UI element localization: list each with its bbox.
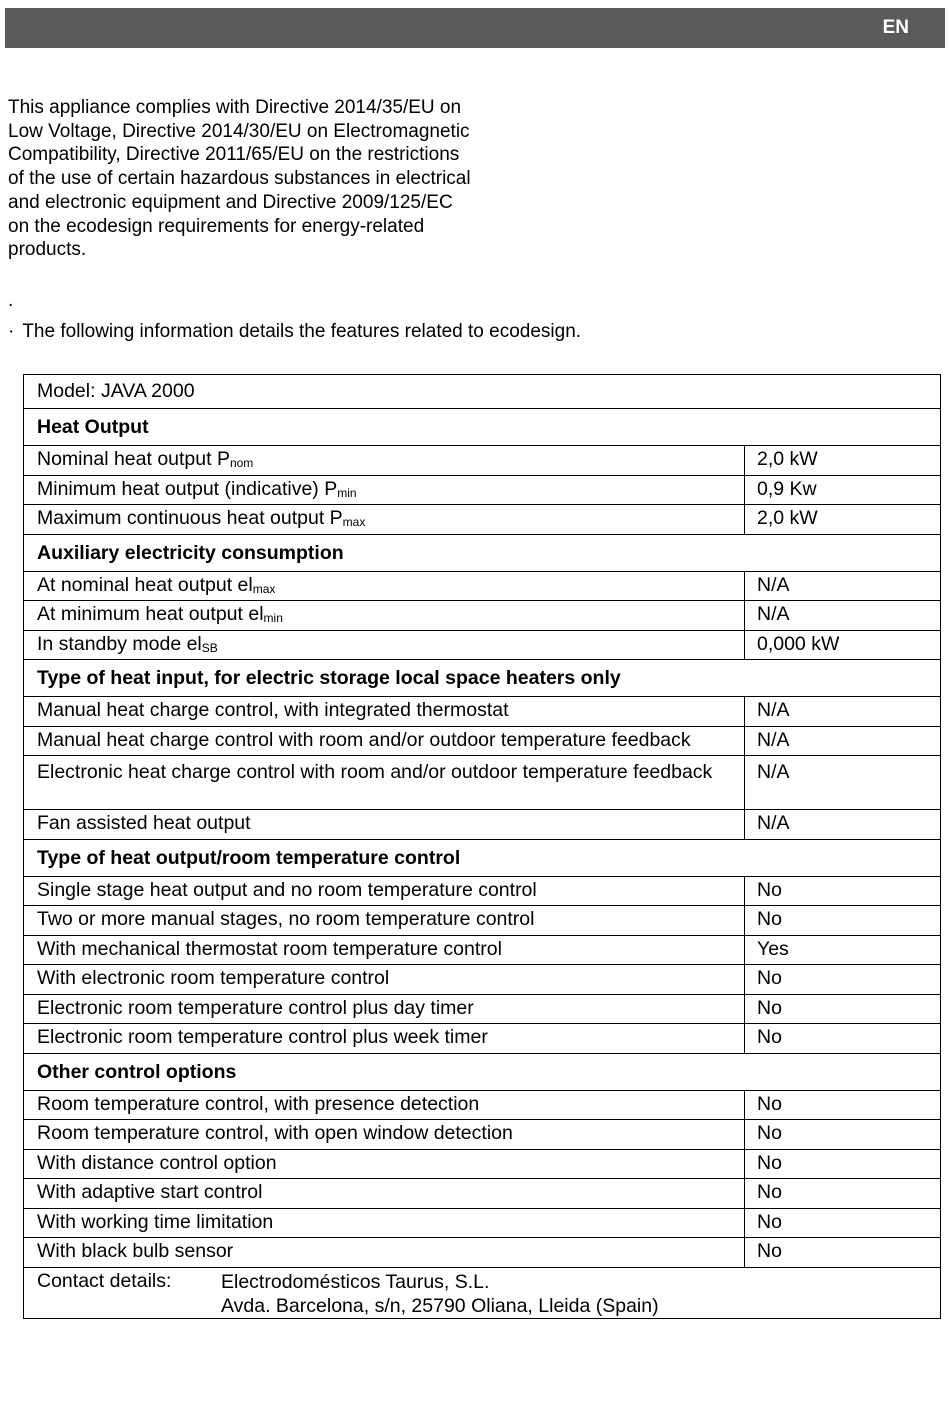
row-label: Two or more manual stages, no room temperature control (24, 906, 745, 936)
table-row (24, 876, 941, 906)
table-row (24, 906, 941, 936)
contact-table (24, 1268, 940, 1318)
row-value: No (744, 994, 940, 1024)
row-label: Minimum heat output (indicative) $P_{min}$ (24, 475, 745, 505)
row-label: With black bulb sensor (24, 1238, 745, 1268)
row-label: With distance control option (24, 1149, 745, 1179)
table-row (24, 994, 941, 1024)
table-row (24, 935, 941, 965)
table-row (24, 630, 941, 660)
row-label: Room temperature control, with presence detection (24, 1090, 745, 1120)
intro-dot: . (8, 290, 14, 311)
row-value: N/A (744, 571, 940, 601)
row-value: 0,9 Kw (744, 475, 940, 505)
section-heat-input (24, 660, 941, 697)
row-label: In standby mode $el_{SB}$ (24, 630, 745, 660)
row-value: No (744, 965, 940, 995)
row-label: With mechanical thermostat room temperature control (24, 935, 745, 965)
section-title: Type of heat input, for electric storage local space heaters only (24, 660, 941, 697)
header-bar (5, 8, 945, 48)
intro-paragraph: This appliance complies with Directive 2014/35/EU on Low Voltage, Directive 2014/30/EU on Electromagnetic Compatibility, Directive 2011/65/EU on the restrictions of the use of certain hazardous substances in electrical and electronic equipment and Directive 2009/125/EC on the ecodesign requirements for energy-related products. (8, 97, 471, 261)
row-value: No (744, 1238, 940, 1268)
table-row (24, 697, 941, 727)
contact-company: Electrodomésticos Taurus, S.L. (221, 1270, 490, 1293)
table-row (24, 1149, 941, 1179)
table-row (24, 1238, 941, 1268)
row-label: With adaptive start control (24, 1179, 745, 1209)
table-row (24, 726, 941, 756)
row-label: Manual heat charge control with room and/or outdoor temperature feedback (24, 726, 745, 756)
table-row (24, 475, 941, 505)
row-value: N/A (744, 601, 940, 631)
row-label: Fan assisted heat output (24, 810, 745, 840)
row-label: With electronic room temperature control (24, 965, 745, 995)
table-row (24, 1208, 941, 1238)
table-row (24, 1179, 941, 1209)
table-row (24, 1024, 941, 1054)
bullet-text: The following information details the features related to ecodesign. (22, 321, 582, 342)
ecodesign-table (23, 374, 941, 1319)
row-label: Nominal heat output $P_{nom}$ (24, 446, 745, 476)
section-title: Heat Output (24, 409, 941, 446)
bullet-char: · (8, 321, 15, 342)
contact-row (24, 1267, 941, 1318)
row-value: N/A (744, 726, 940, 756)
contact-value (209, 1268, 940, 1318)
model-cell: Model: JAVA 2000 (24, 375, 941, 409)
row-value: No (744, 906, 940, 936)
table-row (24, 756, 941, 810)
table-row (24, 601, 941, 631)
row-label: Room temperature control, with open window detection (24, 1120, 745, 1150)
model-row (24, 375, 941, 409)
section-title: Auxiliary electricity consumption (24, 534, 941, 571)
row-label: Maximum continuous heat output $P_{max}$ (24, 505, 745, 535)
row-value: Yes (744, 935, 940, 965)
row-value: No (744, 1179, 940, 1209)
table-row (24, 810, 941, 840)
language-label: EN (882, 17, 909, 38)
row-label: With working time limitation (24, 1208, 745, 1238)
row-label: At nominal heat output $el_{max}$ (24, 571, 745, 601)
row-value: No (744, 1120, 940, 1150)
row-label: Electronic room temperature control plus day timer (24, 994, 745, 1024)
contact-label: Contact details: (37, 1269, 172, 1292)
row-value: N/A (744, 697, 940, 727)
table-row (24, 965, 941, 995)
table-row (24, 505, 941, 535)
contact-address: Avda. Barcelona, s/n, 25790 Oliana, Lleida (Spain) (221, 1294, 659, 1317)
row-label: Single stage heat output and no room temperature control (24, 876, 745, 906)
section-room-control (24, 839, 941, 876)
row-value: N/A (744, 756, 940, 810)
row-label: At minimum heat output $el_{min}$ (24, 601, 745, 631)
row-label: Manual heat charge control, with integrated thermostat (24, 697, 745, 727)
section-heat-output (24, 409, 941, 446)
row-value: No (744, 1208, 940, 1238)
row-value: No (744, 1149, 940, 1179)
row-value: No (744, 876, 940, 906)
contact-cell (24, 1267, 941, 1318)
row-value: N/A (744, 810, 940, 840)
table-row (24, 1120, 941, 1150)
row-value: No (744, 1090, 940, 1120)
table-row (24, 1090, 941, 1120)
row-value: No (744, 1024, 940, 1054)
section-aux (24, 534, 941, 571)
section-other (24, 1053, 941, 1090)
row-label: Electronic room temperature control plus week timer (24, 1024, 745, 1054)
row-value: 2,0 kW (744, 446, 940, 476)
section-title: Type of heat output/room temperature control (24, 839, 941, 876)
row-value: 2,0 kW (744, 505, 940, 535)
table-row (24, 571, 941, 601)
row-value: 0,000 kW (744, 630, 940, 660)
section-title: Other control options (24, 1053, 941, 1090)
row-label: Electronic heat charge control with room and/or outdoor temperature feedback (24, 756, 745, 810)
ecodesign-note (8, 321, 581, 343)
table-row (24, 446, 941, 476)
